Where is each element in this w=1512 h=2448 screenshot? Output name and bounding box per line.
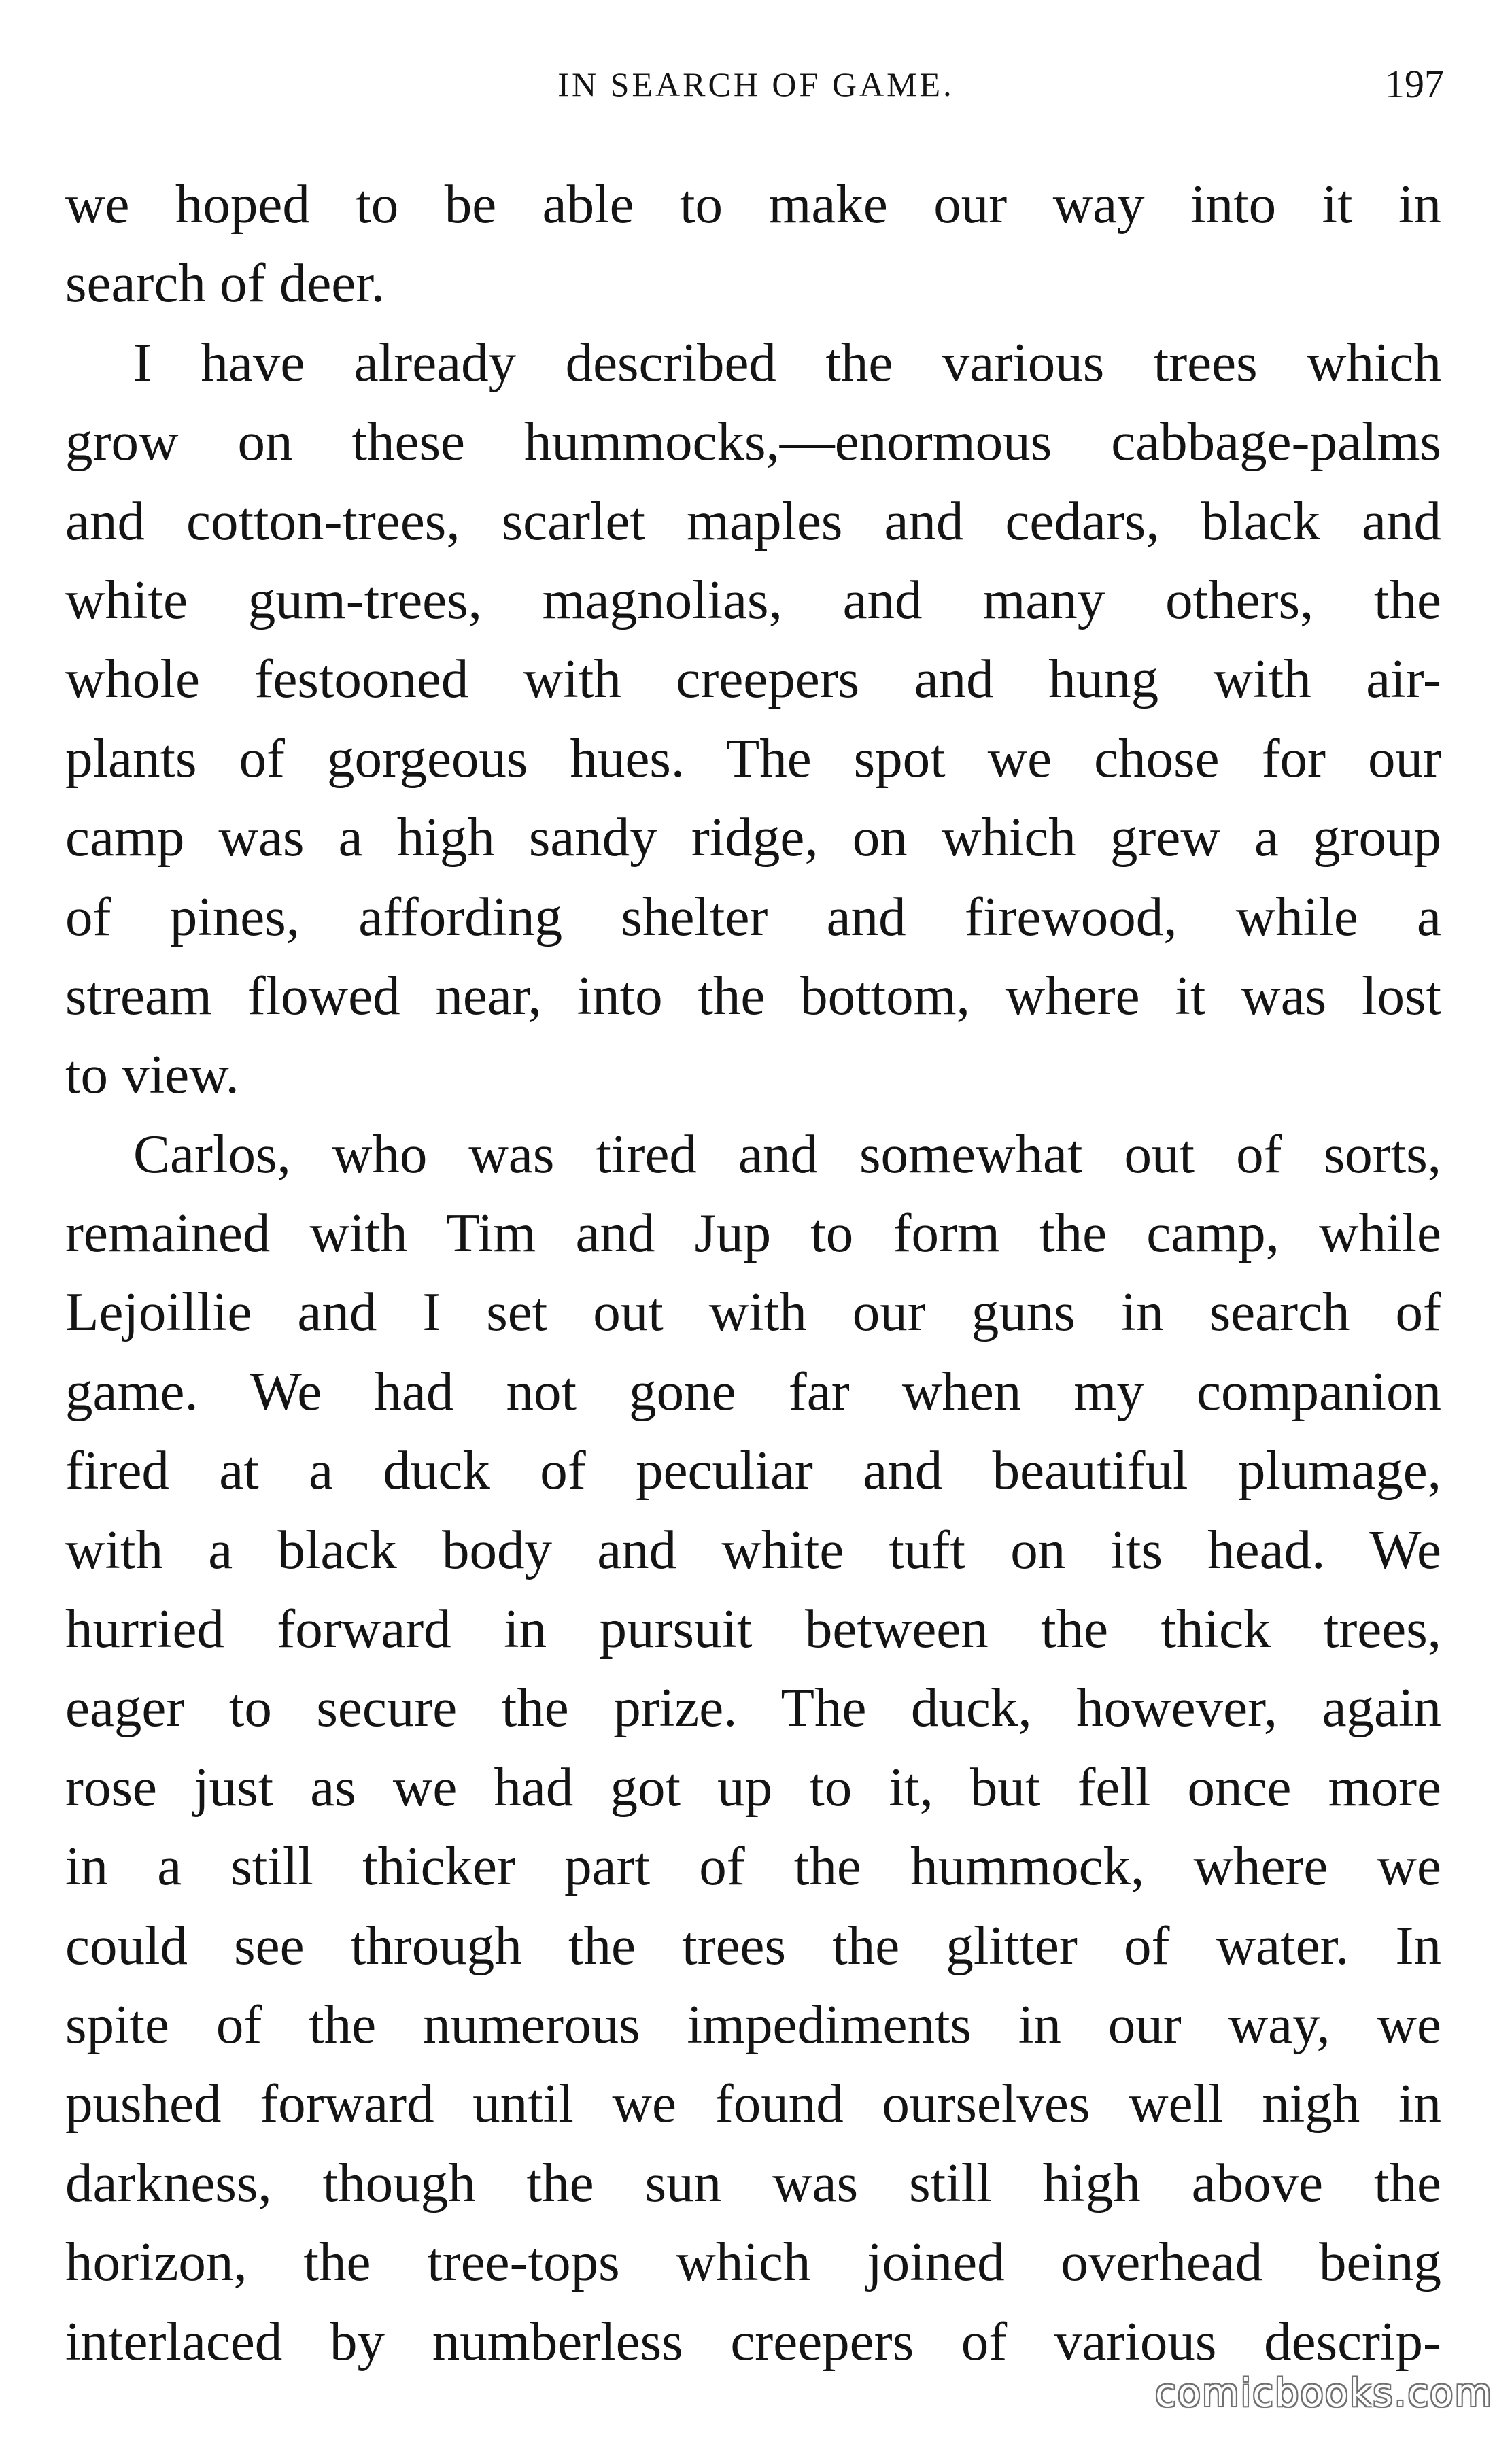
text-line: pushed forward until we found ourselves well nigh in (65, 2073, 1441, 2135)
text-line: white gum-trees, magnolias, and many others, the (65, 568, 1441, 630)
text-line: remained with Tim and Jup to form the camp, while (65, 1202, 1441, 1264)
text-line: interlaced by numberless creepers of various descrip- (65, 2310, 1441, 2372)
text-line: search of deer. (65, 252, 385, 314)
page-number: 197 (1385, 62, 1444, 106)
text-line: I have already described the various trees which (133, 331, 1441, 393)
text-line: with a black body and white tuft on its head. We (65, 1518, 1441, 1580)
text-line: to view. (65, 1044, 239, 1106)
text-line: game. We had not gone far when my companion (65, 1360, 1441, 1422)
text-line: Lejoillie and I set out with our guns in search of (65, 1281, 1441, 1343)
text-line: hurried forward in pursuit between the thick trees, (65, 1598, 1441, 1660)
running-title: IN SEARCH OF GAME. (557, 65, 955, 103)
text-line: whole festooned with creepers and hung with air- (65, 648, 1441, 710)
watermark: comicbooks.com (1154, 2371, 1493, 2415)
text-line: and cotton-trees, scarlet maples and cedars, black and (65, 490, 1441, 551)
text-line: darkness, though the sun was still high above the (65, 2152, 1441, 2213)
text-line: in a still thicker part of the hummock, where we (65, 1835, 1441, 1897)
text-line: plants of gorgeous hues. The spot we chose for our (65, 727, 1441, 789)
text-line: of pines, affording shelter and firewood, while a (65, 885, 1441, 947)
text-line: stream flowed near, into the bottom, where it was lost (65, 964, 1441, 1026)
text-line: fired at a duck of peculiar and beautiful plumage, (65, 1440, 1441, 1501)
text-line: horizon, the tree-tops which joined overhead being (65, 2231, 1441, 2293)
text-line: eager to secure the prize. The duck, however, again (65, 1677, 1441, 1739)
running-head (68, 57, 1444, 112)
text-line: camp was a high sandy ridge, on which grew a group (65, 806, 1441, 868)
text-line: spite of the numerous impediments in our way, we (65, 1993, 1441, 2055)
text-line: we hoped to be able to make our way into it in (65, 173, 1441, 235)
text-line: could see through the trees the glitter of water. In (65, 1914, 1441, 1976)
body-text (65, 165, 1441, 2381)
text-line: rose just as we had got up to it, but fell once more (65, 1756, 1441, 1818)
text-line: Carlos, who was tired and somewhat out of sorts, (133, 1123, 1441, 1185)
text-line: grow on these hummocks,—enormous cabbage-palms (65, 411, 1441, 473)
